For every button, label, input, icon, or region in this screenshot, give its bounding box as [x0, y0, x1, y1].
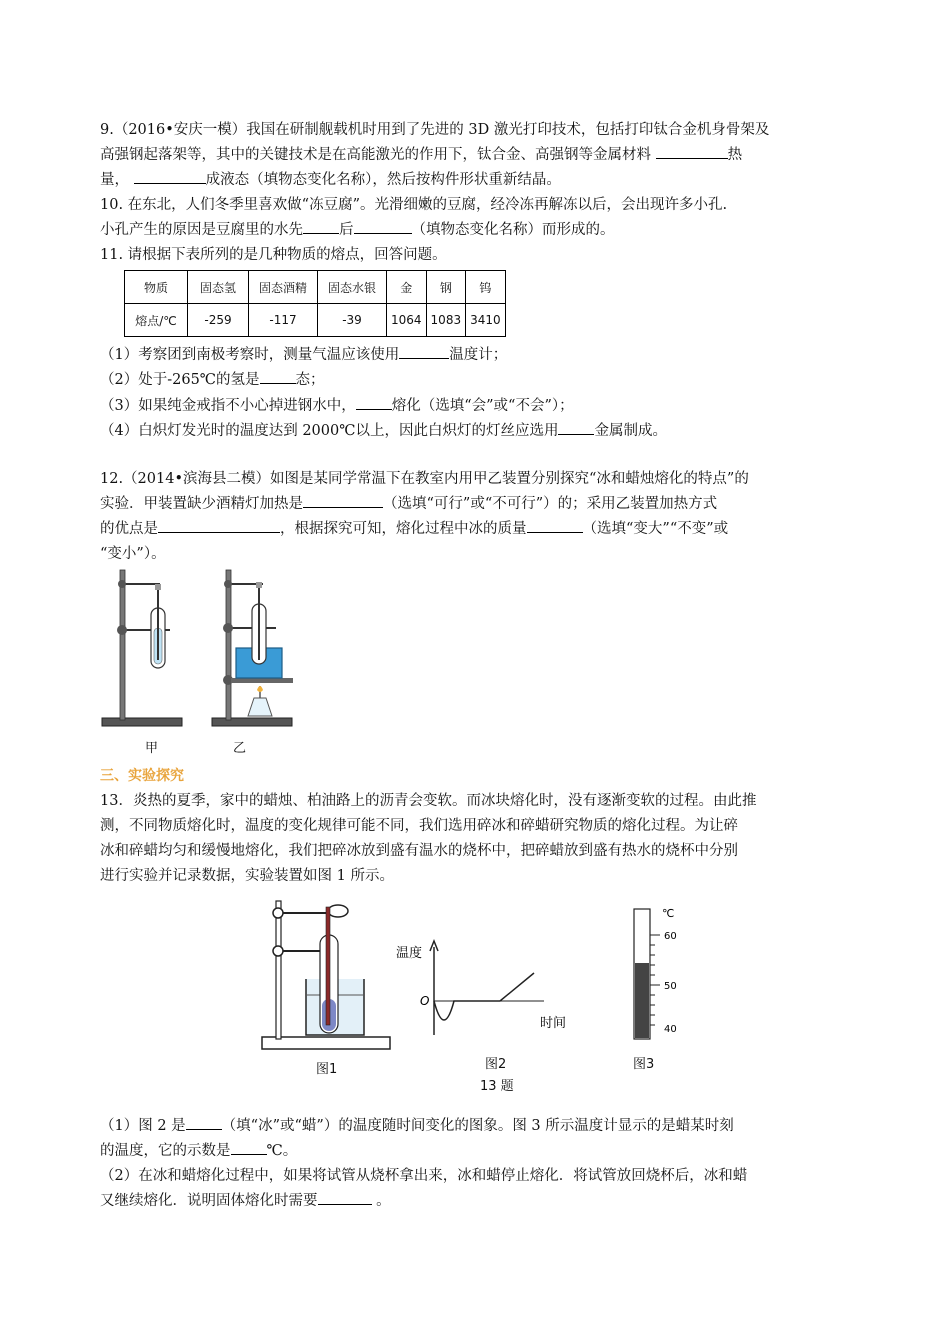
q13-blank-2[interactable]	[231, 1139, 267, 1155]
q13-line-2: 测，不同物质熔化时，温度的变化规律可能不同，我们选用碎冰和碎蜡研究物质的熔化过程。为让碎	[100, 818, 738, 834]
q13-line-3: 冰和碎蜡均匀和缓慢地熔化，我们把碎冰放到盛有温水的烧杯中，把碎蜡放到盛有热水的烧杯中分别	[100, 843, 738, 859]
q11-text: 熔化（选填“会”或“不会”）；	[391, 398, 574, 414]
q9-line-1: 9.（2016•安庆一模）我国在研制舰载机时用到了先进的 3D 激光打印技术，包括打印钛合金机身骨架及	[100, 122, 770, 138]
table-cell: 固态酒精	[249, 271, 318, 304]
figure-caption-13: 13 题	[480, 1079, 514, 1094]
thermometer-tick-label: 60	[664, 931, 677, 942]
q13-blank-1[interactable]	[186, 1114, 222, 1130]
q13-text: （填“冰”或“蜡”）的温度随时间变化的图象。图 3 所示温度计显示的是蜡某时刻	[221, 1118, 734, 1134]
q12-blank-2[interactable]	[158, 517, 280, 533]
q9-text: 成液态（填物态变化名称），然后按构件形状重新结晶。	[205, 172, 561, 188]
q13-line-1: 13．炎热的夏季，家中的蜡烛、柏油路上的沥青会变软。而冰块熔化时，没有逐渐变软的过程。由此推	[100, 793, 757, 809]
q11-text: 态；	[295, 372, 325, 388]
table-cell: 钨	[466, 271, 506, 304]
apparatus-jia	[102, 570, 182, 726]
q11-blank-1[interactable]	[399, 343, 449, 359]
q12-line-1: 12.（2014•滨海县二模）如图是某同学常温下在教室内用甲乙装置分别探究“冰和蜡烛熔化的特点”的	[100, 471, 749, 487]
figure-label-3: 图3	[633, 1057, 655, 1072]
q11-part-4	[100, 419, 667, 443]
thermometer-tick-label: 50	[664, 981, 677, 992]
thermometer-unit: ℃	[662, 907, 675, 920]
table-cell: 固态水银	[318, 271, 387, 304]
section-heading: 三、实验探究	[100, 768, 184, 784]
q11-text: 温度计；	[449, 347, 508, 363]
q11-text: （4）白炽灯发光时的温度达到 2000℃以上，因此白炽灯的灯丝应选用	[100, 423, 559, 439]
q11-text: （3）如果纯金戒指不小心掉进钢水中，	[100, 398, 356, 414]
table-cell: 1064	[387, 304, 427, 337]
graph-curve	[434, 973, 534, 1020]
table-cell: -259	[188, 304, 249, 337]
q13-text: 。	[376, 1193, 391, 1209]
q10-text: （填物态变化名称）而形成的。	[411, 222, 615, 238]
table-cell: 3410	[466, 304, 506, 337]
q13-figure-3-thermometer	[620, 905, 700, 1045]
q13-figure-1-apparatus	[258, 895, 398, 1060]
q11-blank-2[interactable]	[260, 368, 296, 384]
q12-blank-1[interactable]	[303, 492, 383, 508]
q9-blank-1[interactable]	[656, 143, 728, 159]
figure-label-2: 图2	[485, 1057, 507, 1072]
q12-text: 的优点是	[100, 521, 158, 537]
table-cell: 金	[387, 271, 427, 304]
q13-text: 的温度，它的示数是	[100, 1143, 231, 1159]
figure-label-1: 图1	[316, 1062, 338, 1077]
q10-text: 后	[339, 222, 354, 238]
q9-text: 高强钢起落架等，其中的关键技术是在高能激光的作用下，钛合金、高强钢等金属材料	[100, 147, 656, 163]
table-cell: 钢	[426, 271, 466, 304]
q13-figure-2-graph	[394, 935, 584, 1045]
q11-blank-3[interactable]	[356, 394, 392, 410]
thermometer-liquid	[635, 963, 649, 1038]
q10-line-2	[100, 218, 615, 242]
q9-blank-2[interactable]	[134, 168, 206, 184]
q10-blank-2[interactable]	[354, 218, 412, 234]
q10-text: 小孔产生的原因是豆腐里的水先	[100, 222, 303, 238]
q12-text: 实验．甲装置缺少酒精灯加热是	[100, 496, 303, 512]
q13-line-4: 进行实验并记录数据，实验装置如图 1 所示。	[100, 868, 394, 884]
q12-line-2	[100, 492, 717, 516]
figure-label-jia: 甲	[145, 741, 159, 756]
melting-point-table	[124, 270, 506, 337]
table-cell: -117	[249, 304, 318, 337]
table-cell: 1083	[426, 304, 466, 337]
table-cell: -39	[318, 304, 387, 337]
q11-part-1	[100, 343, 507, 367]
q11-text: （2）处于-265℃的氢是	[100, 372, 260, 388]
apparatus-yi	[212, 570, 293, 726]
q12-apparatus-figure	[98, 568, 308, 738]
graph-xlabel: 时间	[540, 1016, 567, 1031]
table-cell: 固态氢	[188, 271, 249, 304]
q11-intro: 11. 请根据下表所列的是几种物质的熔点，回答问题。	[100, 247, 447, 263]
q11-text: 金属制成。	[594, 423, 667, 439]
q11-part-3	[100, 394, 574, 418]
q13-text: 又继续熔化．说明固体熔化时需要	[100, 1193, 318, 1209]
figure-label-yi: 乙	[233, 741, 247, 756]
q12-line-4: “变小”）。	[100, 546, 166, 562]
q12-line-3	[100, 517, 728, 541]
q13-text: （1）图 2 是	[100, 1118, 186, 1134]
q13-text: ℃。	[266, 1143, 298, 1159]
q9-text: 热	[727, 147, 743, 163]
q10-line-1: 10. 在东北，人们冬季里喜欢做“冻豆腐”。光滑细嫩的豆腐，经冷冻再解冻以后，会出现许多小孔.	[100, 197, 728, 213]
q12-text: （选填“可行”或“不可行”）的；采用乙装置加热方式	[383, 496, 718, 512]
table-header-row	[125, 271, 506, 304]
q13-blank-3[interactable]	[318, 1189, 372, 1205]
table-cell: 熔点/℃	[125, 304, 188, 337]
q11-text: （1）考察团到南极考察时，测量气温应该使用	[100, 347, 400, 363]
q12-text: （选填“变大”“不变”或	[582, 521, 729, 537]
q13-part-2: （2）在冰和蜡熔化过程中，如果将试管从烧杯拿出来，冰和蜡停止熔化．将试管放回烧杯后，冰和蜡	[100, 1168, 748, 1184]
graph-origin: O	[420, 994, 430, 1008]
q9-line-3	[100, 168, 561, 192]
q13-part-2-cont	[100, 1189, 391, 1213]
thermometer-tick-label: 40	[664, 1024, 677, 1035]
table-cell: 物质	[125, 271, 188, 304]
q9-line-2	[100, 143, 742, 167]
q12-blank-3[interactable]	[527, 517, 583, 533]
q11-part-2	[100, 368, 325, 392]
q9-text: 量，	[100, 172, 129, 188]
graph-ylabel: 温度	[396, 946, 423, 961]
q11-blank-4[interactable]	[558, 419, 594, 435]
q10-blank-1[interactable]	[303, 218, 339, 234]
q12-text: ，根据探究可知，熔化过程中冰的质量	[280, 521, 527, 537]
q13-part-1	[100, 1114, 734, 1138]
table-row	[125, 304, 506, 337]
q13-part-1-cont	[100, 1139, 297, 1163]
